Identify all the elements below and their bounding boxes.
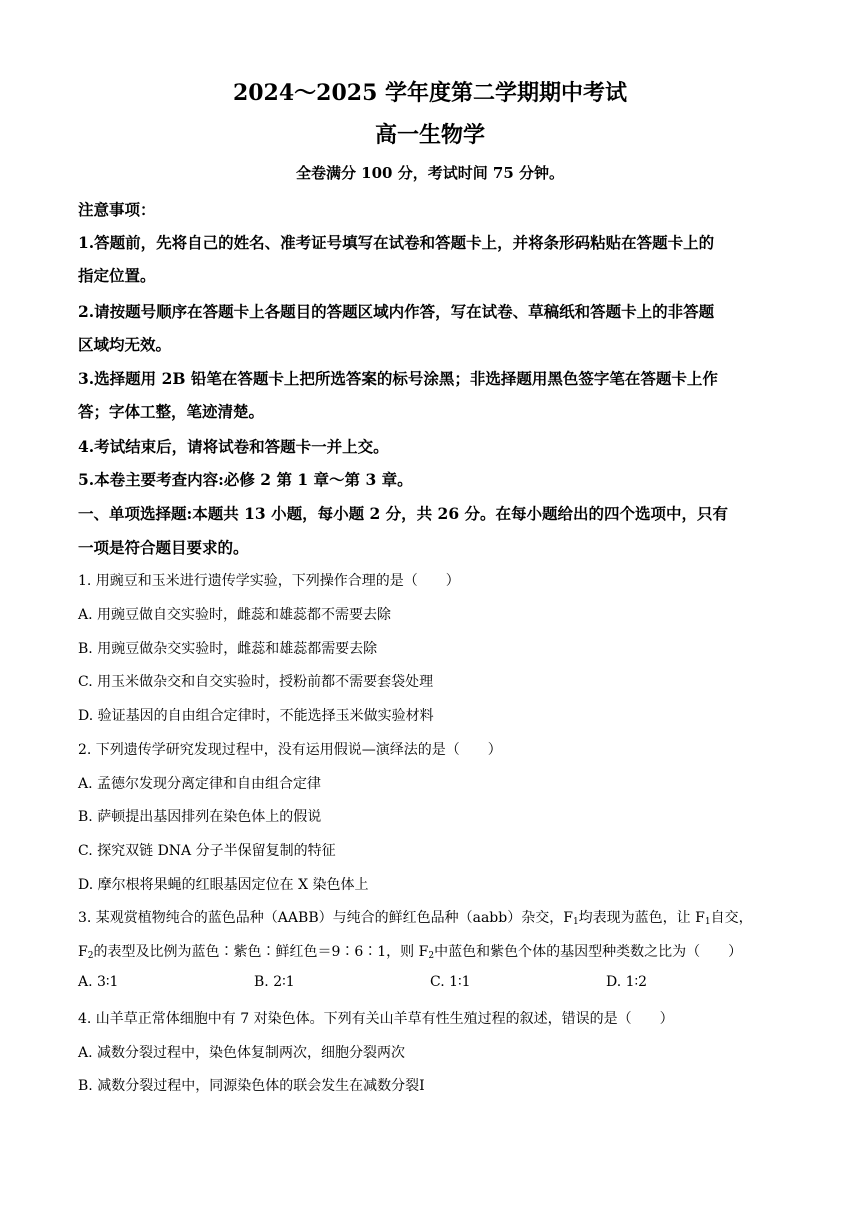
q1-option-c: C. 用玉米做杂交和自交实验时，授粉前都不需要套袋处理 xyxy=(78,674,434,690)
q1-option-b: B. 用豌豆做杂交实验时，雌蕊和雄蕊都需要去除 xyxy=(78,641,378,657)
note-4: 4.考试结束后，请将试卷和答题卡一并上交。 xyxy=(78,437,389,456)
q3-option-b: B. 2∶1 xyxy=(254,974,295,990)
q3-stem-line-2: $F_2$的表型及比例为蓝色∶紫色∶鲜红色＝9∶6∶1，则 $F_2$中蓝色和紫色个体的基因型种类数之比为（ ） xyxy=(78,944,743,961)
q2-option-d: D. 摩尔根将果蝇的红眼基因定位在 X 染色体上 xyxy=(78,877,369,893)
note-1-line-1: 1.答题前，先将自己的姓名、准考证号填写在试卷和答题卡上，并将条形码粘贴在答题卡上的 xyxy=(78,233,715,252)
q3-option-d: D. 1∶2 xyxy=(606,974,648,990)
q4-stem: 4. 山羊草正常体细胞中有 7 对染色体。下列有关山羊草有性生殖过程的叙述，错误的是（ ） xyxy=(78,1011,674,1027)
q1-option-d: D. 验证基因的自由组合定律时，不能选择玉米做实验材料 xyxy=(78,708,434,724)
q4-option-b: B. 减数分裂过程中，同源染色体的联会发生在减数分裂Ⅰ xyxy=(78,1078,425,1094)
note-3-line-1: 3.选择题用 2B 铅笔在答题卡上把所选答案的标号涂黑；非选择题用黑色签字笔在答题卡上作 xyxy=(78,369,718,388)
notes-heading: 注意事项： xyxy=(78,200,156,219)
note-1-line-2: 指定位置。 xyxy=(78,266,156,285)
note-3-line-2: 答；字体工整，笔迹清楚。 xyxy=(78,402,265,421)
exam-info: 全卷满分 100 分，考试时间 75 分钟。 xyxy=(295,164,565,182)
note-2-line-2: 区域均无效。 xyxy=(78,335,172,354)
section-1-line-2: 一项是符合题目要求的。 xyxy=(78,538,249,557)
note-2-line-1: 2.请按题号顺序在答题卡上各题目的答题区域内作答，写在试卷、草稿纸和答题卡上的非答题 xyxy=(78,302,715,321)
note-5: 5.本卷主要考查内容:必修 2 第 1 章～第 3 章。 xyxy=(78,470,413,489)
q3-option-c: C. 1∶1 xyxy=(430,974,471,990)
q1-stem: 1. 用豌豆和玉米进行遗传学实验，下列操作合理的是（ ） xyxy=(78,573,460,589)
q1-option-a: A. 用豌豆做自交实验时，雌蕊和雄蕊都不需要去除 xyxy=(78,607,392,623)
q2-option-a: A. 孟德尔发现分离定律和自由组合定律 xyxy=(78,776,322,792)
section-1-line-1: 一、单项选择题:本题共 13 小题，每小题 2 分，共 26 分。在每小题给出的四个选项中，只有 xyxy=(78,504,729,523)
q2-option-c: C. 探究双链 DNA 分子半保留复制的特征 xyxy=(78,843,336,859)
q2-stem: 2. 下列遗传学研究发现过程中，没有运用假说—演绎法的是（ ） xyxy=(78,742,502,758)
subject-title: 高一生物学 xyxy=(374,122,485,148)
q3-option-a: A. 3∶1 xyxy=(78,974,119,990)
q3-stem-line-1: 3. 某观赏植物纯合的蓝色品种（AABB）与纯合的鲜红色品种（aabb）杂交，$F_1$均表现为蓝色，让 $F_1$自交， xyxy=(78,910,753,927)
exam-title: 2024～2025 学年度第二学期期中考试 xyxy=(232,80,628,106)
q4-option-a: A. 减数分裂过程中，染色体复制两次，细胞分裂两次 xyxy=(78,1045,406,1061)
q2-option-b: B. 萨顿提出基因排列在染色体上的假说 xyxy=(78,809,322,825)
